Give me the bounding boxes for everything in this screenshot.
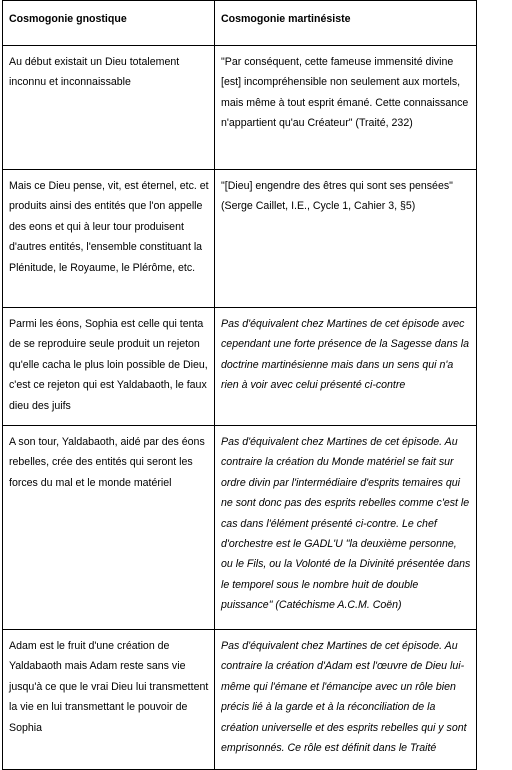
cell-gnostique: A son tour, Yaldabaoth, aidé par des éons rebelles, crée des entités qui seront les forces du mal et le monde matériel <box>3 426 215 630</box>
header-row <box>3 1 477 46</box>
cell-gnostique: Au début existait un Dieu totalement inconnu et inconnaissable <box>3 46 215 170</box>
table-row <box>3 426 477 630</box>
cell-martinesiste-text: Pas d'équivalent chez Martines de cet épisode. Au contraire la création d'Adam est l'œuvre de Dieu lui-même qui l'émane et l'émancipe avec un rôle bien précis lié à la garde et à la réconciliation de la création universelle et des esprits rebelles qui y sont emprisonnés. Ce rôle est définit dans le Traité <box>221 640 467 755</box>
cell-gnostique: Adam est le fruit d'une création de Yaldabaoth mais Adam reste sans vie jusqu'à ce que le vrai Dieu lui transmettent la vie en lui transmettant le pouvoir de Sophia <box>3 630 215 770</box>
header-gnostique: Cosmogonie gnostique <box>3 1 215 46</box>
table-row <box>3 170 477 308</box>
table-row <box>3 46 477 170</box>
cell-martinesiste: "[Dieu] engendre des êtres qui sont ses pensées" (Serge Caillet, I.E., Cycle 1, Cahier 3, §5) <box>215 170 477 308</box>
cell-martinesiste <box>215 630 477 770</box>
comparison-table <box>2 0 477 770</box>
cell-martinesiste: "Par conséquent, cette fameuse immensité divine [est] incompréhensible non seulement aux mortels, mais même à tout esprit émané. Cette connaissance n'appartient qu'au Créateur" (Traité, 232) <box>215 46 477 170</box>
cell-martinesiste: Pas d'équivalent chez Martines de cet épisode. Au contraire la création du Monde matériel se fait sur ordre divin par l'intermédiaire d'esprits temaires qui ne sont donc pas des esprits rebelles comme c'est le cas dans l'élément présenté ci-contre. Le chef d'orchestre est le GADL'U "la deuxième personne, ou le Fils, ou la Volonté de la Divinité présentée dans le temporel sous le nombre huit de double puissance" (Catéchisme A.C.M. Coën) <box>215 426 477 630</box>
table-row <box>3 630 477 770</box>
cell-gnostique: Mais ce Dieu pense, vit, est éternel, etc. et produits ainsi des entités que l'on appelle des eons et qui à leur tour produisent d'autres entités, l'ensemble constituant la Plénitude, le Royaume, le Plérôme, etc. <box>3 170 215 308</box>
table-row <box>3 308 477 426</box>
cell-martinesiste: Pas d'équivalent chez Martines de cet épisode avec cependant une forte présence de la Sagesse dans la doctrine martinésienne mais dans un sens qui n'a rien à voir avec celui présenté ci-contre <box>215 308 477 426</box>
header-martinesiste: Cosmogonie martinésiste <box>215 1 477 46</box>
cell-gnostique: Parmi les éons, Sophia est celle qui tenta de se reproduire seule produit un rejeton qu'elle cacha le plus loin possible de Dieu, c'est ce rejeton qui est Yaldabaoth, le faux dieu des juifs <box>3 308 215 426</box>
